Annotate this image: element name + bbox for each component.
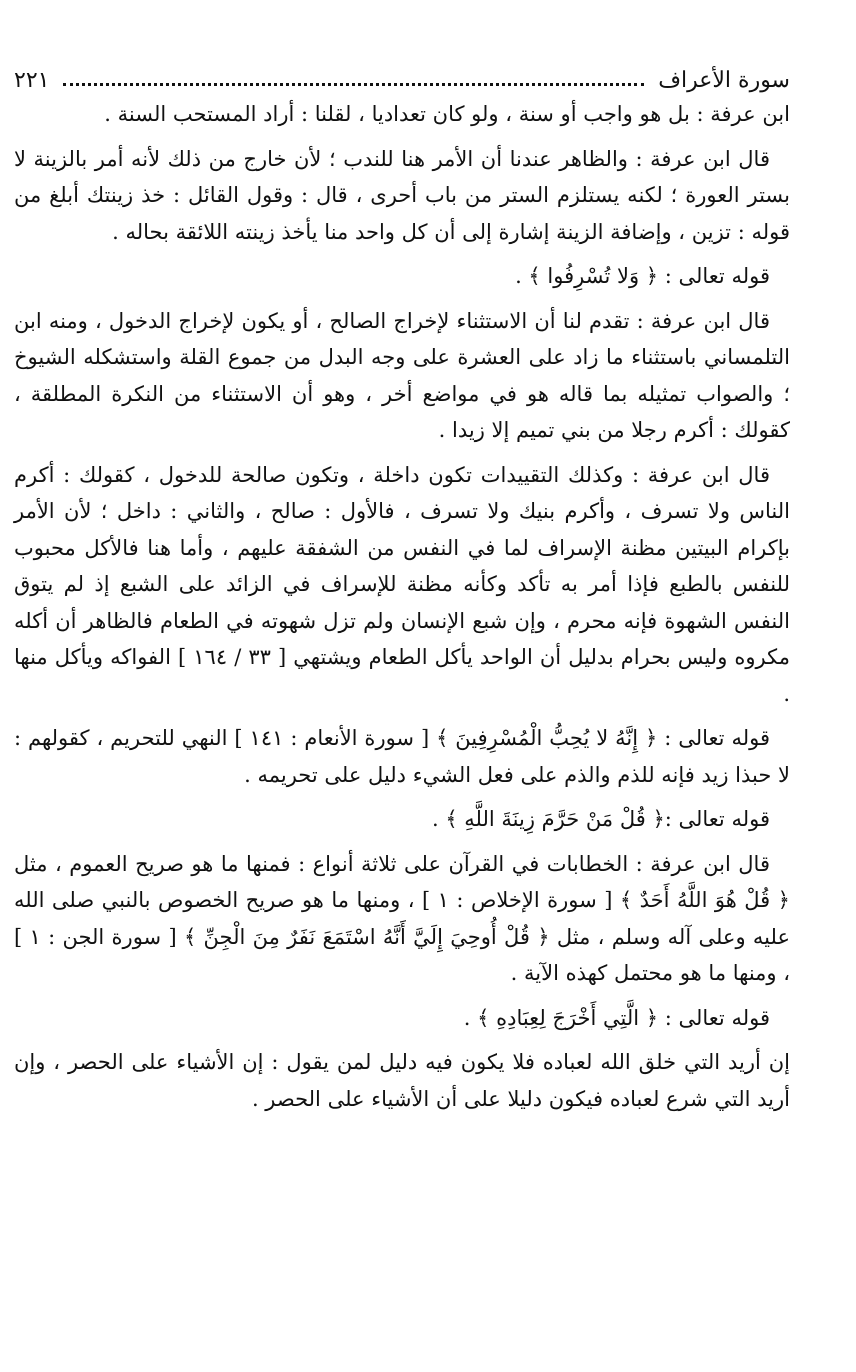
page-header bbox=[14, 58, 790, 92]
paragraph: قال ابن عرفة : والظاهر عندنا أن الأمر هنا للندب ؛ لأن خارج من ذلك لأنه أمر بالزينة لا بستر العورة ؛ لكنه يستلزم الستر من باب أحرى ، قال : وقول القائل : خذ زينتك أبلغ من قوله : تزين ، وإضافة الزينة إشارة إلى أن كل واحد منا يأخذ زينته اللائقة بحاله . bbox=[14, 146, 790, 244]
paragraph: إن أريد التي خلق الله لعباده فلا يكون فيه دليل لمن يقول : إن الأشياء على الحصر ، وإن أريد التي شرع لعباده فيكون دليلا على أن الأشياء على الحصر . bbox=[14, 1050, 790, 1111]
verse-heading: قوله تعالى : ﴿ الَّتِي أَخْرَجَ لِعِبَادِهِ ﴾ . bbox=[463, 1005, 770, 1030]
verse-heading: قوله تعالى : ﴿ وَلا تُسْرِفُوا ﴾ . bbox=[515, 264, 770, 288]
paragraph: قال ابن عرفة : الخطابات في القرآن على ثلاثة أنواع : فمنها ما هو صريح العموم ، مثل ﴿ قُلْ هُوَ اللَّهُ أَحَدٌ ﴾ [ سورة الإخلاص : ١ ] ، ومنها ما هو صريح الخصوص بالنبي صلى الله عليه وعلى آله وسلم ، مثل ﴿ قُلْ أُوحِيَ إِلَيَّ أَنَّهُ اسْتَمَعَ نَفَرٌ مِنَ الْجِنِّ ﴾ [ سورة الجن : ١ ] ، ومنها ما هو محتمل كهذه الآية . bbox=[14, 851, 790, 985]
page-number: ٢٢١ bbox=[14, 68, 50, 93]
paragraph: قال ابن عرفة : تقدم لنا أن الاستثناء لإخراج الصالح ، أو يكون لإخراج الدخول ، ومنه ابن التلمساني باستثناء ما زاد على العشرة على وجه البدل من جموع القلة واستشكله الشيوخ ؛ والصواب تمثيله بما قاله هو في مواضع أخر ، وهو أن الاستثناء من النكرة المطلقة ، كقولك : أكرم رجلا من بني تميم إلا زيدا . bbox=[14, 308, 790, 442]
page-body bbox=[14, 96, 790, 1117]
header-dotted-leader bbox=[63, 83, 644, 86]
surah-title: سورة الأعراف bbox=[658, 68, 790, 93]
paragraph: قوله تعالى : ﴿ إِنَّهُ لا يُحِبُّ الْمُسْرِفِينَ ﴾ [ سورة الأنعام : ١٤١ ] النهي للتحريم ، كقولهم : لا حبذا زيد فإنه للذم والذم على فعل الشيء دليل على تحريمه . bbox=[14, 726, 790, 787]
paragraph: قال ابن عرفة : وكذلك التقييدات تكون داخلة ، وتكون صالحة للدخول ، كقولك : أكرم الناس ولا تسرف ، وأكرم بنيك ولا تسرف ، فالأول : صالح ، والثاني : داخل ؛ لأن الأمر بإكرام البيتين مظنة الإسراف لما في النفس من الشفقة عليهم ، وأما هنا فالأكل محبوب للنفس بالطبع فإذا أمر به تأكد وكأنه مظنة للإسراف في الزائد على الشبع إذ لم يتوق النفس الشهوة فإنه محرم ، وإن شبع الإنسان ولم تزل شهوته في الطعام فالظاهر أن أكله مكروه وليس بحرام بدليل أن الواحد يأكل الطعام ويشتهي [ ٣٣ / ١٦٤ ] الفواكه ويأكل منها . bbox=[14, 462, 790, 706]
verse-heading: قوله تعالى :﴿ قُلْ مَنْ حَرَّمَ زِينَةَ اللَّهِ ﴾ . bbox=[431, 807, 770, 831]
paragraph: ابن عرفة : بل هو واجب أو سنة ، ولو كان تعداديا ، لقلنا : أراد المستحب السنة . bbox=[104, 102, 790, 126]
